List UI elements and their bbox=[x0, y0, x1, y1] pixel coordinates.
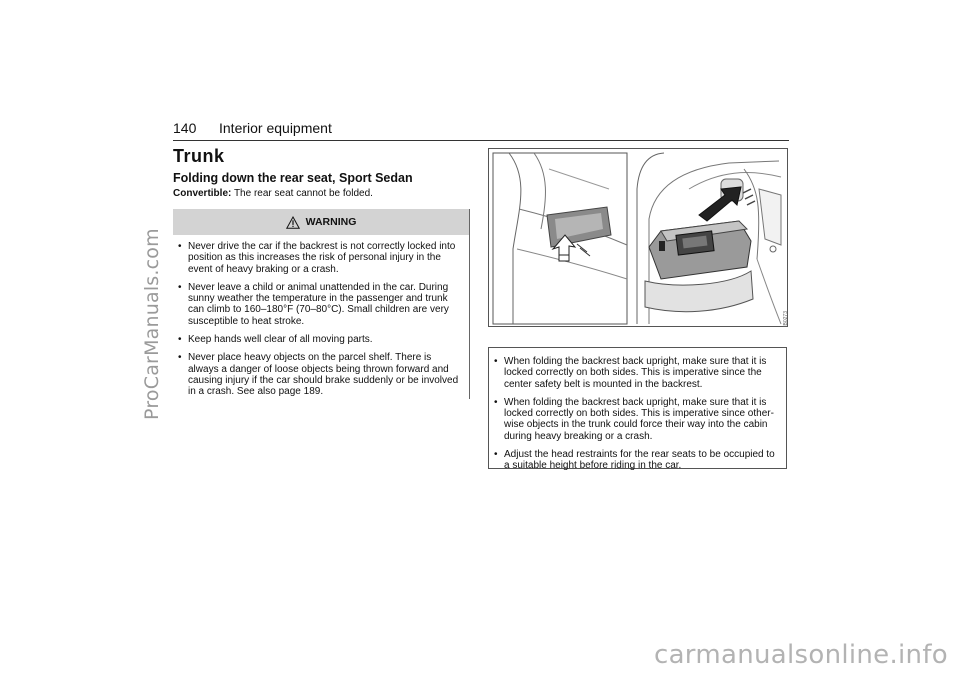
warning-header bbox=[173, 209, 469, 235]
convertible-note bbox=[173, 188, 373, 199]
figure-code: IB0273 bbox=[783, 311, 789, 327]
page-header bbox=[173, 120, 332, 136]
warning-box bbox=[173, 209, 470, 399]
warning-heading: WARNING bbox=[305, 216, 357, 228]
section-title: Interior equipment bbox=[219, 120, 332, 136]
rear-seat-drawing bbox=[489, 149, 789, 328]
tip-item: • When folding the backrest back upright, make sure that it is locked correctly on both sides. This is imperative since other-wise objects in the trunk could force their way into the cabin during heavy breaking or a crash. bbox=[494, 397, 778, 442]
tip-item: • Adjust the head restraints for the rear seats to be occupied to a suitable height before riding in the car. bbox=[494, 449, 778, 472]
watermark-carmanualsonline: carmanualsonline.info bbox=[653, 640, 948, 670]
warning-item: • Keep hands well clear of all moving parts. bbox=[178, 334, 461, 345]
rear-seat-illustration bbox=[488, 148, 788, 327]
watermark-procarmanuals: ProCarManuals.com bbox=[141, 228, 163, 420]
warning-list bbox=[173, 235, 469, 398]
page-title: Trunk bbox=[173, 146, 225, 166]
tips-box bbox=[488, 347, 787, 472]
page-number: 140 bbox=[173, 120, 197, 136]
note-text: The rear seat cannot be folded. bbox=[231, 188, 373, 199]
warning-item: • Never drive the car if the backrest is not correctly locked into position as this increases the risk of personal injury in the event of heavy braking or a crash. bbox=[178, 241, 461, 275]
warning-icon bbox=[286, 216, 300, 229]
tips-list bbox=[494, 356, 778, 472]
header-divider bbox=[173, 140, 789, 141]
section-subtitle: Folding down the rear seat, Sport Sedan bbox=[173, 171, 413, 185]
warning-item: • Never leave a child or animal unattended in the car. During sunny weather the temperature in the passenger and trunk can climb to 160–180°F (70–80°C). Small children are very susceptible to heat stroke. bbox=[178, 282, 461, 327]
tip-item: • When folding the backrest back upright, make sure that it is locked correctly on both sides. This is imperative since the center safety belt is mounted in the backrest. bbox=[494, 356, 778, 390]
warning-item: • Never place heavy objects on the parcel shelf. There is always a danger of loose objects being thrown forward and causing injury if the car should brake suddenly or be involved in a crash. See also page 189. bbox=[178, 352, 461, 397]
note-label: Convertible: bbox=[173, 188, 232, 199]
